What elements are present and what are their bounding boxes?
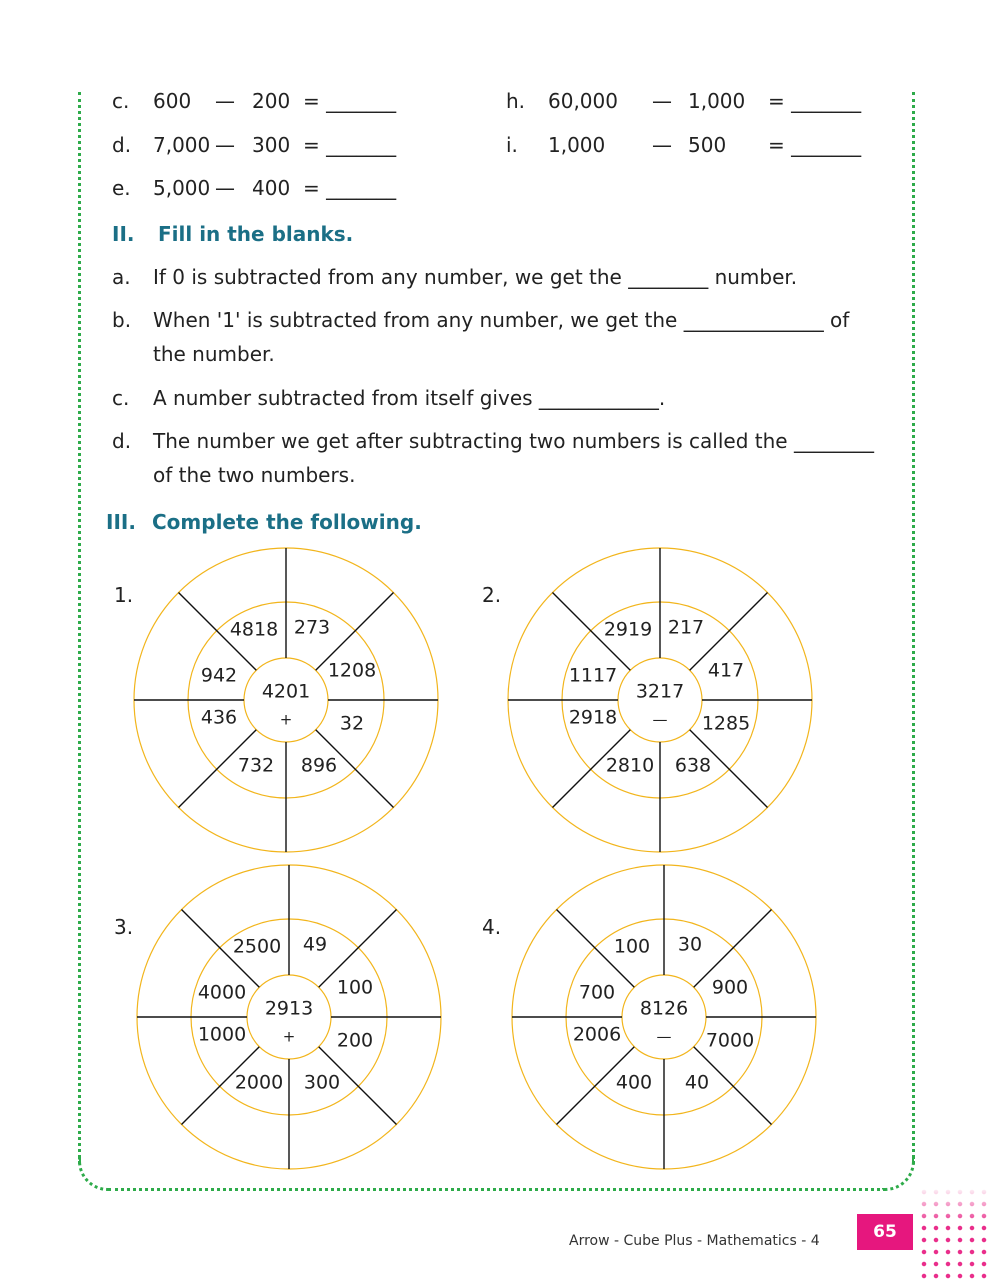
minuend: 600 <box>153 89 192 113</box>
wheel-segment-value: 200 <box>336 1029 374 1052</box>
wheel-number-label: 2. <box>482 583 502 607</box>
wheel-segment-value: 896 <box>300 754 338 777</box>
frame-bottom-border <box>108 1188 886 1191</box>
minuend: 1,000 <box>548 133 606 157</box>
item-letter: c. <box>112 386 130 410</box>
frame-right-border <box>912 92 915 1164</box>
number-wheel-3 <box>134 862 444 1172</box>
minuend: 5,000 <box>153 176 211 200</box>
answer-blank: = _______ <box>768 133 862 157</box>
minuend: 7,000 <box>153 133 211 157</box>
wheel-center-value: 8126 <box>639 997 689 1020</box>
minus-sign: — <box>652 133 672 157</box>
number-wheel-4 <box>509 862 819 1172</box>
frame-left-border <box>78 92 81 1164</box>
wheel-segment-value: 1285 <box>701 712 751 735</box>
wheel-segment-value: 417 <box>707 659 745 682</box>
section-number: III. <box>106 510 136 534</box>
wheel-number-label: 1. <box>114 583 134 607</box>
problem-letter: d. <box>112 133 132 157</box>
section-heading-fill-blanks <box>112 222 353 246</box>
section-heading-complete <box>106 510 422 534</box>
wheel-operator: — <box>652 710 668 729</box>
wheel-segment-value: 4818 <box>229 618 279 641</box>
subtrahend: 200 <box>252 89 291 113</box>
wheel-segment-value: 300 <box>303 1071 341 1094</box>
item-letter: a. <box>112 265 131 289</box>
wheel-segment-value: 2500 <box>232 935 282 958</box>
wheel-segment-value: 1000 <box>197 1023 247 1046</box>
decorative-dots-fade <box>918 1186 989 1226</box>
wheel-number-label: 4. <box>482 915 502 939</box>
wheel-segment-value: 217 <box>667 616 705 639</box>
minus-sign: — <box>215 133 235 157</box>
answer-blank: = _______ <box>303 89 397 113</box>
wheel-segment-value: 436 <box>200 706 238 729</box>
wheel-segment-value: 30 <box>677 933 703 956</box>
item-text: The number we get after subtracting two numbers is called the ________ <box>153 429 874 453</box>
minus-sign: — <box>215 176 235 200</box>
item-text: When '1' is subtracted from any number, we get the ______________ of <box>153 308 850 332</box>
wheel-operator: — <box>656 1027 672 1046</box>
wheel-segment-value: 7000 <box>705 1029 755 1052</box>
wheel-segment-value: 40 <box>684 1071 710 1094</box>
wheel-segment-value: 732 <box>237 754 275 777</box>
problem-letter: e. <box>112 176 131 200</box>
item-text: If 0 is subtracted from any number, we get the ________ number. <box>153 265 798 289</box>
section-title: Complete the following. <box>152 510 422 534</box>
page-number-badge: 65 <box>857 1214 913 1250</box>
section-title: Fill in the blanks. <box>158 222 354 246</box>
wheel-operator: + <box>282 1027 296 1046</box>
answer-blank: = _______ <box>303 133 397 157</box>
problem-letter: c. <box>112 89 130 113</box>
wheel-segment-value: 2006 <box>572 1023 622 1046</box>
subtrahend: 300 <box>252 133 291 157</box>
wheel-segment-value: 2810 <box>605 754 655 777</box>
wheel-number-label: 3. <box>114 915 134 939</box>
wheel-segment-value: 900 <box>711 976 749 999</box>
wheel-segment-value: 2918 <box>568 706 618 729</box>
minus-sign: — <box>215 89 235 113</box>
wheel-segment-value: 100 <box>336 976 374 999</box>
subtrahend: 500 <box>688 133 727 157</box>
wheel-segment-value: 100 <box>613 935 651 958</box>
item-letter: d. <box>112 429 132 453</box>
number-wheel-2 <box>505 545 815 855</box>
item-text: A number subtracted from itself gives ____________. <box>153 386 666 410</box>
item-text-continued: of the two numbers. <box>153 463 356 487</box>
item-text-continued: the number. <box>153 342 275 366</box>
number-wheel-1 <box>131 545 441 855</box>
wheel-segment-value: 2919 <box>603 618 653 641</box>
answer-blank: = _______ <box>303 176 397 200</box>
frame-corner-right <box>882 1158 915 1191</box>
wheel-segment-value: 400 <box>615 1071 653 1094</box>
wheel-center-value: 3217 <box>635 680 685 703</box>
wheel-segment-value: 1117 <box>568 664 618 687</box>
wheel-segment-value: 942 <box>200 664 238 687</box>
subtrahend: 1,000 <box>688 89 746 113</box>
wheel-segment-value: 2000 <box>234 1071 284 1094</box>
wheel-segment-value: 49 <box>302 933 328 956</box>
book-title-footer: Arrow - Cube Plus - Mathematics - 4 <box>569 1233 820 1249</box>
wheel-segment-value: 4000 <box>197 981 247 1004</box>
frame-corner-left <box>78 1158 111 1191</box>
wheel-segment-value: 638 <box>674 754 712 777</box>
wheel-segment-value: 273 <box>293 616 331 639</box>
wheel-segment-value: 700 <box>578 981 616 1004</box>
problem-letter: h. <box>506 89 526 113</box>
minuend: 60,000 <box>548 89 618 113</box>
answer-blank: = _______ <box>768 89 862 113</box>
subtrahend: 400 <box>252 176 291 200</box>
wheel-operator: + <box>279 710 293 729</box>
minus-sign: — <box>652 89 672 113</box>
section-number: II. <box>112 222 135 246</box>
problem-letter: i. <box>506 133 518 157</box>
wheel-center-value: 2913 <box>264 997 314 1020</box>
wheel-center-value: 4201 <box>261 680 311 703</box>
item-letter: b. <box>112 308 132 332</box>
wheel-segment-value: 32 <box>339 712 365 735</box>
wheel-segment-value: 1208 <box>327 659 377 682</box>
